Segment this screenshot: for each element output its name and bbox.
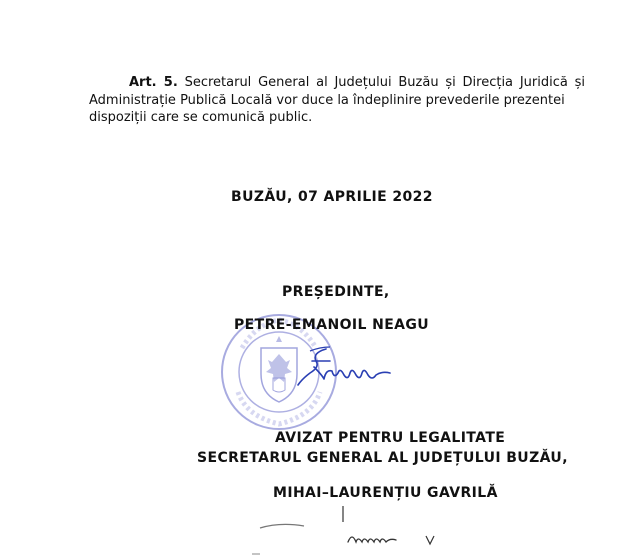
- article-label: Art. 5.: [129, 75, 178, 90]
- document-date: BUZĂU, 07 APRILIE 2022: [231, 189, 433, 205]
- approval-line-1: AVIZAT PENTRU LEGALITATE: [275, 430, 506, 446]
- signatory-name: PETRE-EMANOIL NEAGU: [234, 317, 430, 333]
- article-text-line3: dispoziții care se comunică public.: [89, 110, 313, 125]
- president-signature-icon: [290, 345, 400, 390]
- approval-name: MIHAI–LAURENȚIU GAVRILĂ: [273, 485, 498, 501]
- article-text-line2: Administrație Publică Locală vor duce la îndeplinire prevederile prezentei: [89, 92, 565, 108]
- article-5-paragraph: [89, 74, 585, 127]
- article-text-line1: Secretarul General al Județului Buzău și Direcția Juridică și: [177, 75, 585, 90]
- signatory-role: PREȘEDINTE,: [282, 284, 390, 300]
- secretary-signature-icon: [250, 502, 450, 559]
- approval-line-2: SECRETARUL GENERAL AL JUDEȚULUI BUZĂU,: [197, 450, 568, 466]
